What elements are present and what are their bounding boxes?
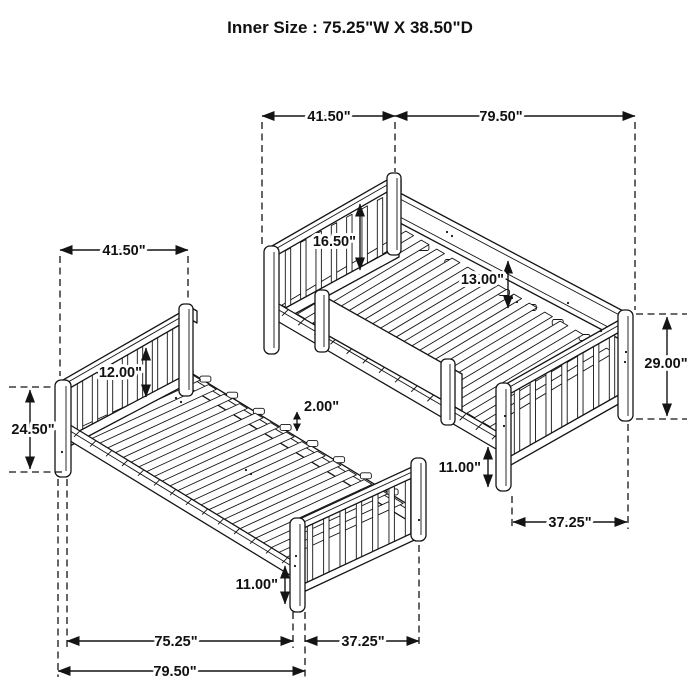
screw-mark xyxy=(567,302,569,304)
spindle xyxy=(331,223,336,283)
screw-mark xyxy=(295,555,297,557)
screw-mark xyxy=(250,473,252,475)
screw-mark xyxy=(451,235,453,237)
screw-mark xyxy=(180,401,182,403)
dim-label: 11.00" xyxy=(438,460,481,476)
page-title: Inner Size : 75.25"W X 38.50"D xyxy=(227,18,473,37)
top-bed-headboard-near-post xyxy=(264,246,279,354)
top-bed-footboard-far-post xyxy=(618,310,633,421)
spindle xyxy=(546,370,551,436)
bottom-bed-headboard-near-post xyxy=(55,380,71,477)
top-bed-footboard-near-post xyxy=(496,383,511,491)
slat-bracket xyxy=(200,376,211,382)
dim-label: 29.00" xyxy=(644,356,688,372)
dim-label: 13.00" xyxy=(460,272,504,288)
spindle xyxy=(285,248,290,308)
spindle xyxy=(167,329,172,385)
spindle xyxy=(122,355,127,408)
spindle xyxy=(373,494,378,552)
screw-mark xyxy=(61,451,63,453)
dim-label: 24.50" xyxy=(11,422,55,438)
screw-mark xyxy=(511,297,513,299)
top-bed-headboard-far-post xyxy=(387,173,401,255)
slat-bracket xyxy=(360,473,371,479)
spindle xyxy=(377,197,382,257)
dim-label: 41.50" xyxy=(307,109,351,125)
spindle xyxy=(530,379,535,445)
dim-label: 12.00" xyxy=(98,365,142,381)
slat-bracket xyxy=(280,424,291,430)
spindle xyxy=(578,353,583,419)
screw-mark xyxy=(418,519,420,521)
screw-mark xyxy=(446,231,448,233)
bottom-bed-footboard-far-post xyxy=(411,458,426,541)
dim-label: 75.25" xyxy=(154,634,198,650)
spindle xyxy=(405,479,410,537)
dim-label: 16.50" xyxy=(312,234,356,250)
screw-mark xyxy=(516,301,518,303)
screw-mark xyxy=(175,397,177,399)
dim-label: 79.50" xyxy=(479,109,523,125)
spindle xyxy=(609,335,614,401)
spindle xyxy=(514,388,519,454)
spindle xyxy=(324,516,329,574)
screw-mark xyxy=(624,361,626,363)
screw-mark xyxy=(503,425,505,427)
dim-label: 11.00" xyxy=(235,577,278,593)
dim-label: 41.50" xyxy=(102,243,146,259)
screw-mark xyxy=(625,351,627,353)
bottom-bed-headboard-far-post xyxy=(179,304,193,396)
dim-label: 37.25" xyxy=(548,515,592,531)
screw-mark xyxy=(294,565,296,567)
screw-mark xyxy=(245,469,247,471)
dim-label: 2.00" xyxy=(304,399,340,415)
spindle xyxy=(356,501,361,559)
spindle xyxy=(340,509,345,567)
screw-mark xyxy=(600,330,602,332)
top-bed-guard-post-right xyxy=(441,359,455,425)
spindle xyxy=(307,524,312,582)
spindle xyxy=(301,240,306,300)
spindle xyxy=(152,338,157,393)
spindle xyxy=(389,486,394,544)
spindle xyxy=(593,344,598,410)
dim-label: 37.25" xyxy=(341,634,385,650)
spindle xyxy=(562,361,567,427)
top-bed-guard-post-left xyxy=(315,290,329,352)
bottom-bed-footboard-near-post xyxy=(290,518,305,612)
dim-label: 79.50" xyxy=(153,664,197,680)
spindle xyxy=(92,372,97,424)
spindle xyxy=(362,206,367,266)
screw-mark xyxy=(504,415,506,417)
spindle xyxy=(77,381,82,432)
